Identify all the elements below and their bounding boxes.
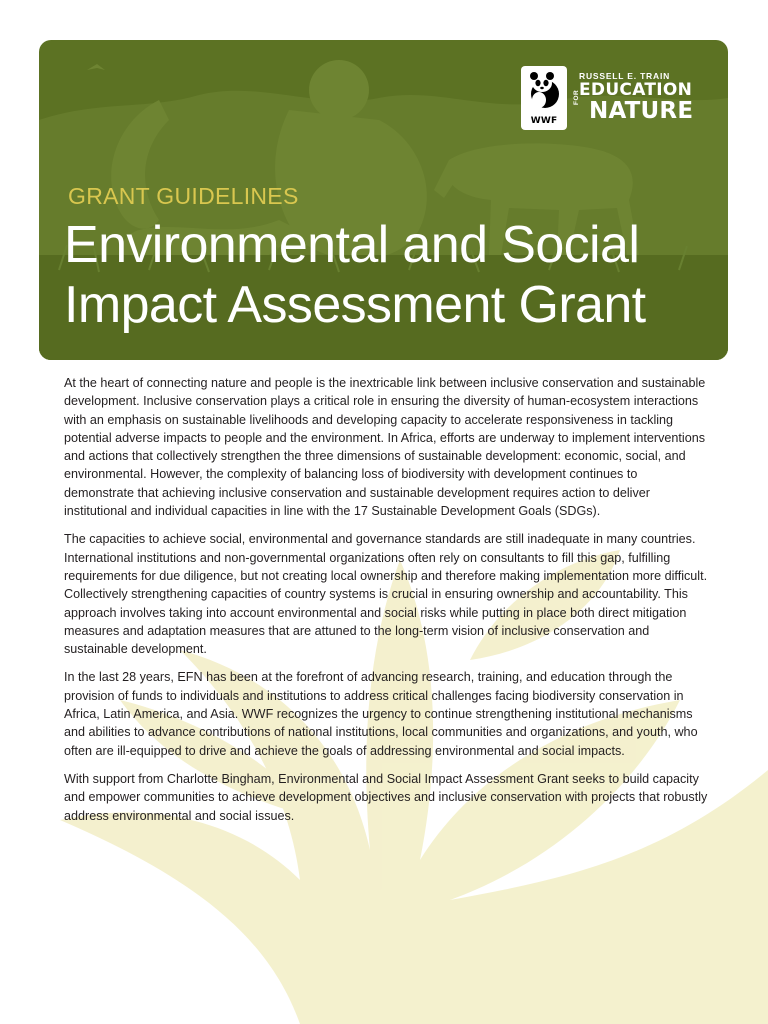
paragraph-efn-history: In the last 28 years, EFN has been at the forefront of advancing research, training, and education through the provision of funds to individuals and institutions to address critical challenges facing biodiversity conservation in Africa, Latin America, and Asia. WWF recognizes the urgency to continue strengthening institutional mechanisms and abilities to advance contributions of national institutions, local communities and organizations, and youth, who often are ill-equipped to drive and achieve the goals of addressing environmental and social impacts. xyxy=(64,670,698,758)
logo-for: FOR xyxy=(573,89,580,105)
page-title xyxy=(64,215,724,335)
wwf-logo xyxy=(521,66,567,130)
logo-russell-train: RUSSELL E. TRAIN xyxy=(579,71,671,81)
paragraph-capacities: The capacities to achieve social, environmental and governance standards are still inadequate in many countries. International institutions and non-governmental organizations often rely on consultants to fill this gap, fulfilling requirements for due diligence, but not creating local ownership and therefore making implementation more difficult. Collectively strengthening capacities of country systems is crucial in ensuring ownership and accountability. This approach involves taking into account environmental and social risks while putting in place both direct mitigation measures and adaptation measures that are attuned to the long-term vision of inclusive conservation and sustainable development. xyxy=(64,532,708,657)
paragraph-support: With support from Charlotte Bingham, Environmental and Social Impact Assessment Grant seeks to build capacity and empower communities to achieve development objectives and inclusive conservation with projects that robustly address environmental and social issues. xyxy=(64,771,708,823)
document-category: GRANT GUIDELINES xyxy=(68,183,299,209)
wwf-wordmark: WWF xyxy=(530,116,558,126)
logo-education: EDUCATION xyxy=(579,80,693,100)
logo-nature: NATURE xyxy=(589,98,694,124)
efn-logo xyxy=(521,66,711,132)
header-banner xyxy=(39,40,728,360)
page-title-line-2: Impact Assessment Grant xyxy=(64,276,646,334)
panda-icon xyxy=(525,70,563,110)
page-title-line-1: Environmental and Social xyxy=(64,216,640,274)
paragraph-intro: At the heart of connecting nature and people is the inextricable link between inclusive conservation and sustainable development. Inclusive conservation plays a critical role in ensuring the diversity of human-ecosystem interactions with an emphasis on sustainable livelihoods and developing capacity to accelerate responsiveness in tackling potential adverse impacts to people and the environment. In Africa, efforts are underway to implement interventions and actions that collectively strengthen the three dimensions of sustainable development: economic, social, and environmental. However, the complexity of balancing loss of biodiversity with development continues to demonstrate that achieving inclusive conservation and sustainable development requires action to deliver institutional and individual capacities in line with the 17 Sustainable Development Goals (SDGs). xyxy=(64,376,706,519)
body-text xyxy=(64,374,709,835)
